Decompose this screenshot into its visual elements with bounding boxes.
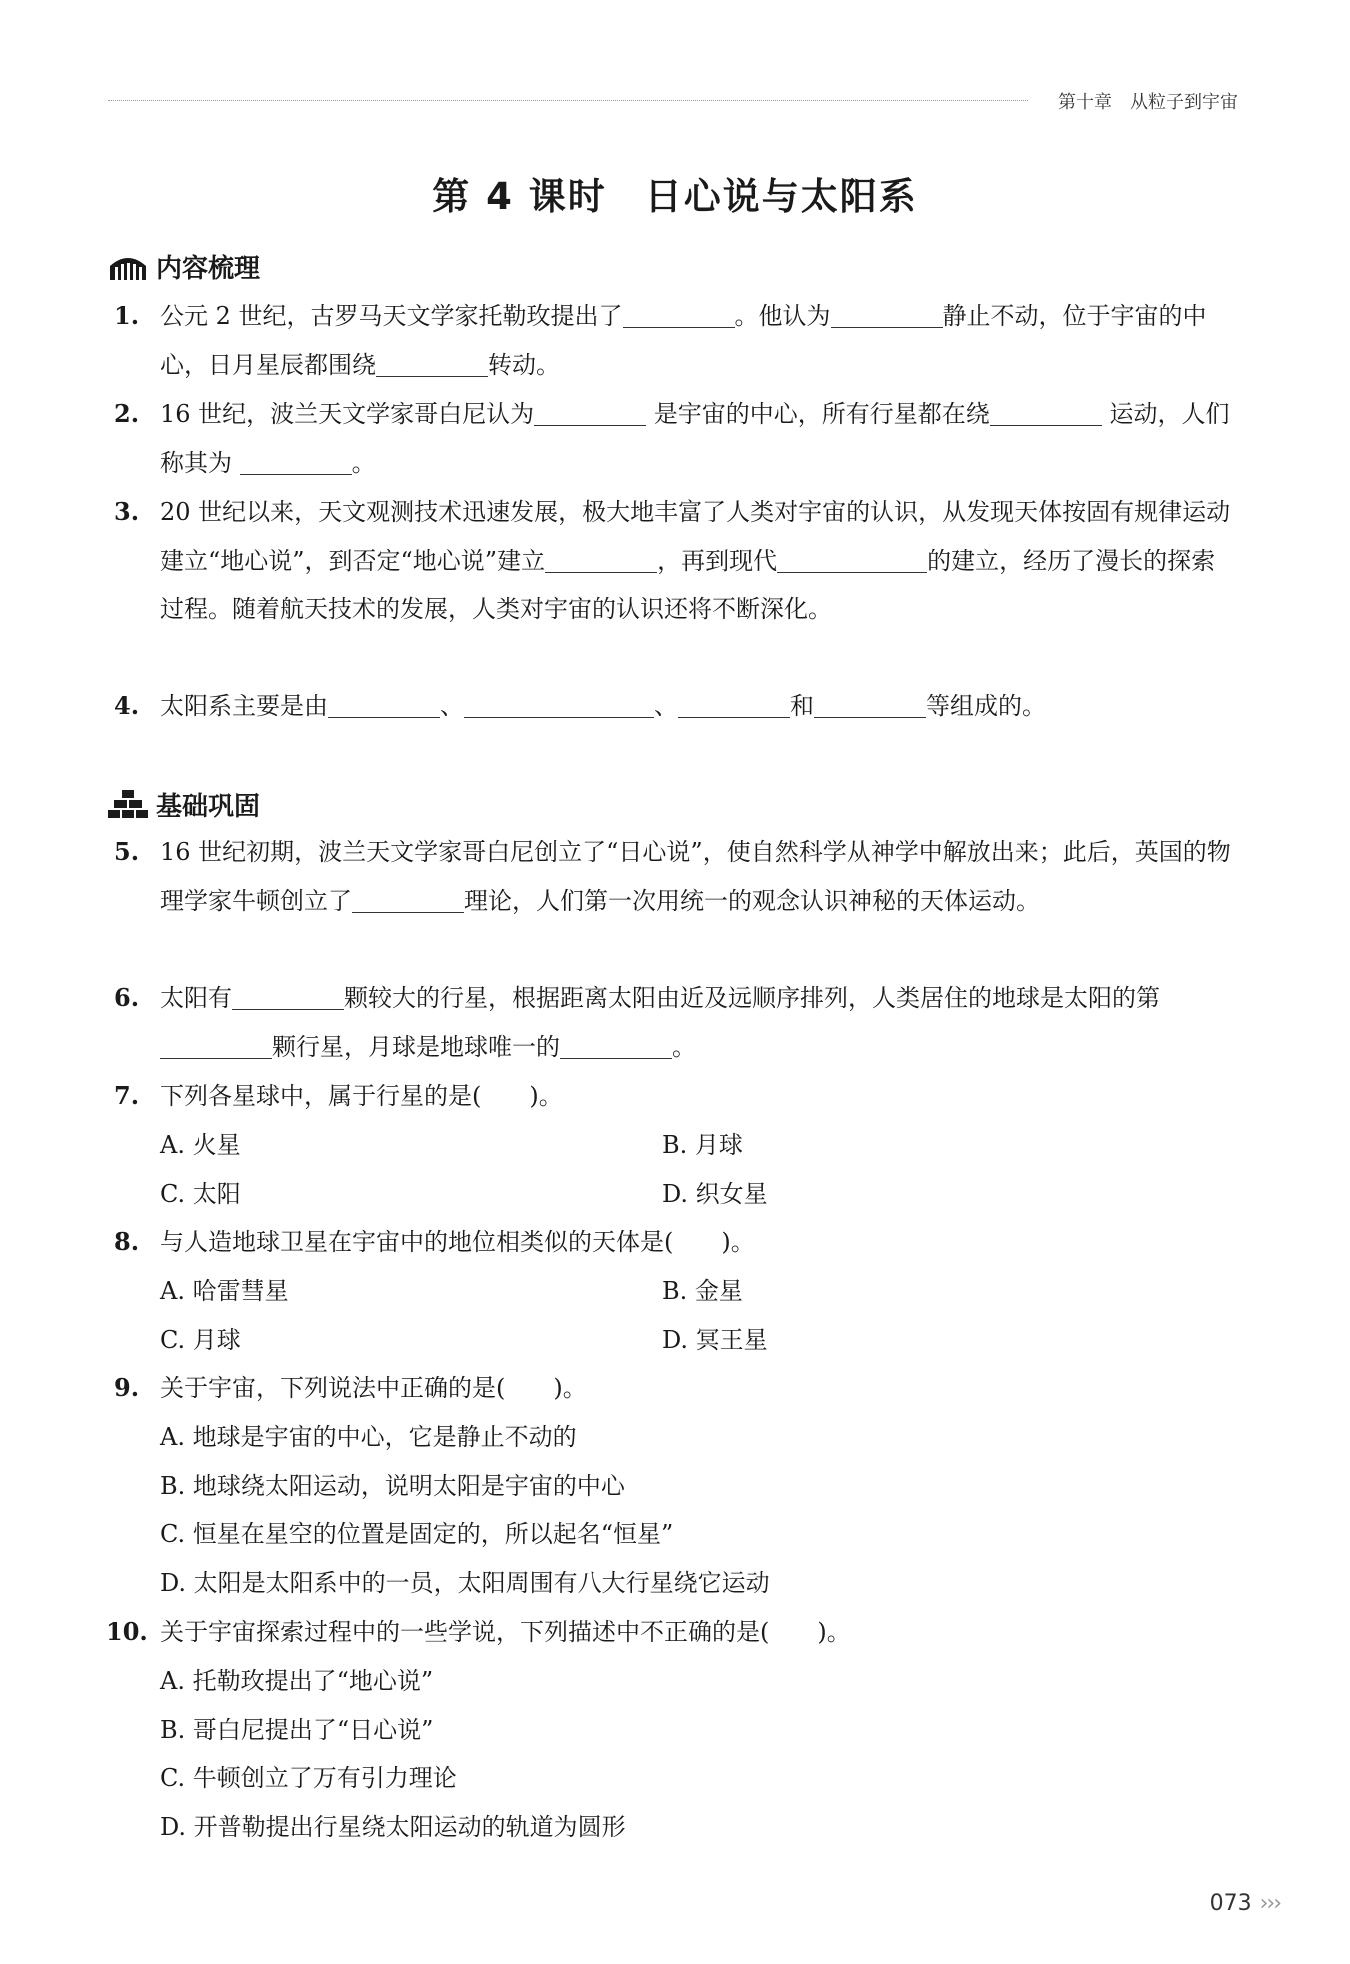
question-text: 等组成的。 xyxy=(926,692,1046,720)
question-text: 16 世纪，波兰天文学家哥白尼认为 xyxy=(160,400,535,428)
question-9-options xyxy=(160,1413,770,1607)
question-number: 9. xyxy=(114,1373,140,1402)
question-text: 。他认为 xyxy=(734,302,831,330)
option-a[interactable]: A. 哈雷彗星 xyxy=(160,1277,289,1305)
question-text: 颗行星，月球是地球唯一的 xyxy=(272,1032,560,1061)
question-text: 太阳有 xyxy=(160,984,232,1012)
option-d[interactable]: D. 开普勒提出行星绕太阳运动的轨道为圆形 xyxy=(160,1812,626,1841)
question-text: 是宇宙的中心，所有行星都在绕 xyxy=(653,400,990,428)
answer-blank[interactable] xyxy=(623,303,735,328)
question-text: 、 xyxy=(440,692,464,720)
question-10-options xyxy=(160,1657,626,1851)
running-head xyxy=(108,88,1238,118)
chevron-right-icon: ››› xyxy=(1259,1891,1280,1916)
question-text: 。 xyxy=(351,448,376,477)
question-5 xyxy=(114,828,1234,925)
question-text: 太阳系主要是由 xyxy=(160,692,328,720)
bricks-icon xyxy=(108,788,148,820)
question-number: 7. xyxy=(114,1081,140,1110)
answer-blank[interactable] xyxy=(831,303,943,328)
option-a[interactable]: A. 地球是宇宙的中心，它是静止不动的 xyxy=(160,1423,577,1451)
question-number: 8. xyxy=(114,1227,140,1256)
answer-blank[interactable] xyxy=(352,888,464,913)
question-text: 理论，人们第一次用统一的观念认识神秘的天体运动。 xyxy=(464,886,1040,915)
answer-blank[interactable] xyxy=(990,401,1102,426)
question-6 xyxy=(114,974,1234,1071)
option-d[interactable]: D. 冥王星 xyxy=(662,1325,768,1354)
question-stem: 下列各星球中，属于行星的是( )。 xyxy=(160,1082,563,1110)
question-7 xyxy=(114,1072,1234,1121)
section-title: 内容梳理 xyxy=(156,253,261,284)
question-text: 20 世纪以来，天文观测技术迅速发展，极大地丰富了人类对宇宙的认识，从发现天体按固有规律运动建立“地心说”，到否定“地心说”建立 xyxy=(160,498,1231,575)
option-c[interactable]: C. 恒星在星空的位置是固定的，所以起名“恒星” xyxy=(160,1520,674,1548)
question-text: 、 xyxy=(654,692,678,720)
section-content-review xyxy=(108,248,260,284)
question-text: ，再到现代 xyxy=(657,546,778,575)
question-stem: 与人造地球卫星在宇宙中的地位相类似的天体是( )。 xyxy=(160,1228,755,1256)
section-title: 基础巩固 xyxy=(156,791,261,822)
question-text: 静止不动，位于宇宙的中心，日月星辰都围绕 xyxy=(160,302,1207,379)
answer-blank[interactable] xyxy=(814,693,926,718)
question-number: 6. xyxy=(114,983,140,1012)
question-8 xyxy=(114,1218,1234,1267)
question-text: 16 世纪初期，波兰天文学家哥白尼创立了“日心说”，使自然科学从神学中解放出来；此后，英国的物理学家牛顿创立了 xyxy=(160,838,1231,915)
answer-blank[interactable] xyxy=(560,1034,672,1059)
question-number: 1. xyxy=(114,301,140,330)
question-number: 3. xyxy=(114,497,140,526)
answer-blank[interactable] xyxy=(545,548,657,573)
option-b[interactable]: B. 地球绕太阳运动，说明太阳是宇宙的中心 xyxy=(160,1471,625,1500)
building-icon xyxy=(108,250,148,282)
option-a[interactable]: A. 托勒玫提出了“地心说” xyxy=(160,1667,434,1695)
question-text: 运动，人们称其为 xyxy=(160,400,1230,477)
answer-blank[interactable] xyxy=(328,693,440,718)
question-number: 4. xyxy=(114,691,140,720)
option-b[interactable]: B. 金星 xyxy=(662,1277,743,1305)
answer-blank[interactable] xyxy=(160,1034,272,1059)
question-4 xyxy=(114,682,1234,731)
lesson-topic: 日心说与太阳系 xyxy=(644,175,918,218)
question-number: 10. xyxy=(106,1617,148,1646)
answer-blank[interactable] xyxy=(232,985,344,1010)
option-c[interactable]: C. 牛顿创立了万有引力理论 xyxy=(160,1764,457,1792)
option-d[interactable]: D. 织女星 xyxy=(662,1179,768,1208)
option-c[interactable]: C. 太阳 xyxy=(160,1179,241,1208)
question-text: 和 xyxy=(790,692,814,720)
option-b[interactable]: B. 哥白尼提出了“日心说” xyxy=(160,1715,434,1744)
header-rule xyxy=(108,100,1028,101)
answer-blank[interactable] xyxy=(376,352,488,377)
option-b[interactable]: B. 月球 xyxy=(662,1131,743,1159)
question-10 xyxy=(106,1608,1234,1657)
question-text: 。 xyxy=(672,1032,696,1061)
question-1 xyxy=(114,292,1234,389)
question-8-options xyxy=(160,1267,768,1364)
lesson-title xyxy=(0,166,1350,220)
answer-blank[interactable] xyxy=(678,693,790,718)
question-number: 5. xyxy=(114,837,140,866)
option-a[interactable]: A. 火星 xyxy=(160,1131,241,1159)
question-text: 转动。 xyxy=(488,350,560,379)
question-text: 公元 2 世纪，古罗马天文学家托勒玫提出了 xyxy=(160,302,623,330)
question-text: 颗较大的行星，根据距离太阳由近及远顺序排列，人类居住的地球是太阳的第 xyxy=(344,984,1160,1012)
answer-blank[interactable] xyxy=(534,401,646,426)
option-c[interactable]: C. 月球 xyxy=(160,1325,241,1354)
answer-blank[interactable] xyxy=(777,548,927,573)
page-footer xyxy=(1210,1891,1280,1916)
question-7-options xyxy=(160,1121,768,1218)
option-d[interactable]: D. 太阳是太阳系中的一员，太阳周围有八大行星绕它运动 xyxy=(160,1568,770,1597)
question-stem: 关于宇宙探索过程中的一些学说，下列描述中不正确的是( )。 xyxy=(160,1618,851,1646)
lesson-number: 第 4 课时 xyxy=(432,175,607,218)
question-2 xyxy=(114,390,1234,487)
answer-blank[interactable] xyxy=(240,450,352,475)
page-number: 073 xyxy=(1209,1891,1252,1916)
question-stem: 关于宇宙，下列说法中正确的是( )。 xyxy=(160,1374,587,1402)
section-basic-practice xyxy=(108,786,260,822)
answer-blank[interactable] xyxy=(464,693,654,718)
question-3 xyxy=(114,488,1234,634)
question-text: 的建立，经历了漫长的探索过程。随着航天技术的发展，人类对宇宙的认识还将不断深化。 xyxy=(160,546,1216,623)
question-number: 2. xyxy=(114,399,140,428)
question-9 xyxy=(114,1364,1234,1413)
chapter-title: 第十章 从粒子到宇宙 xyxy=(1058,92,1238,113)
